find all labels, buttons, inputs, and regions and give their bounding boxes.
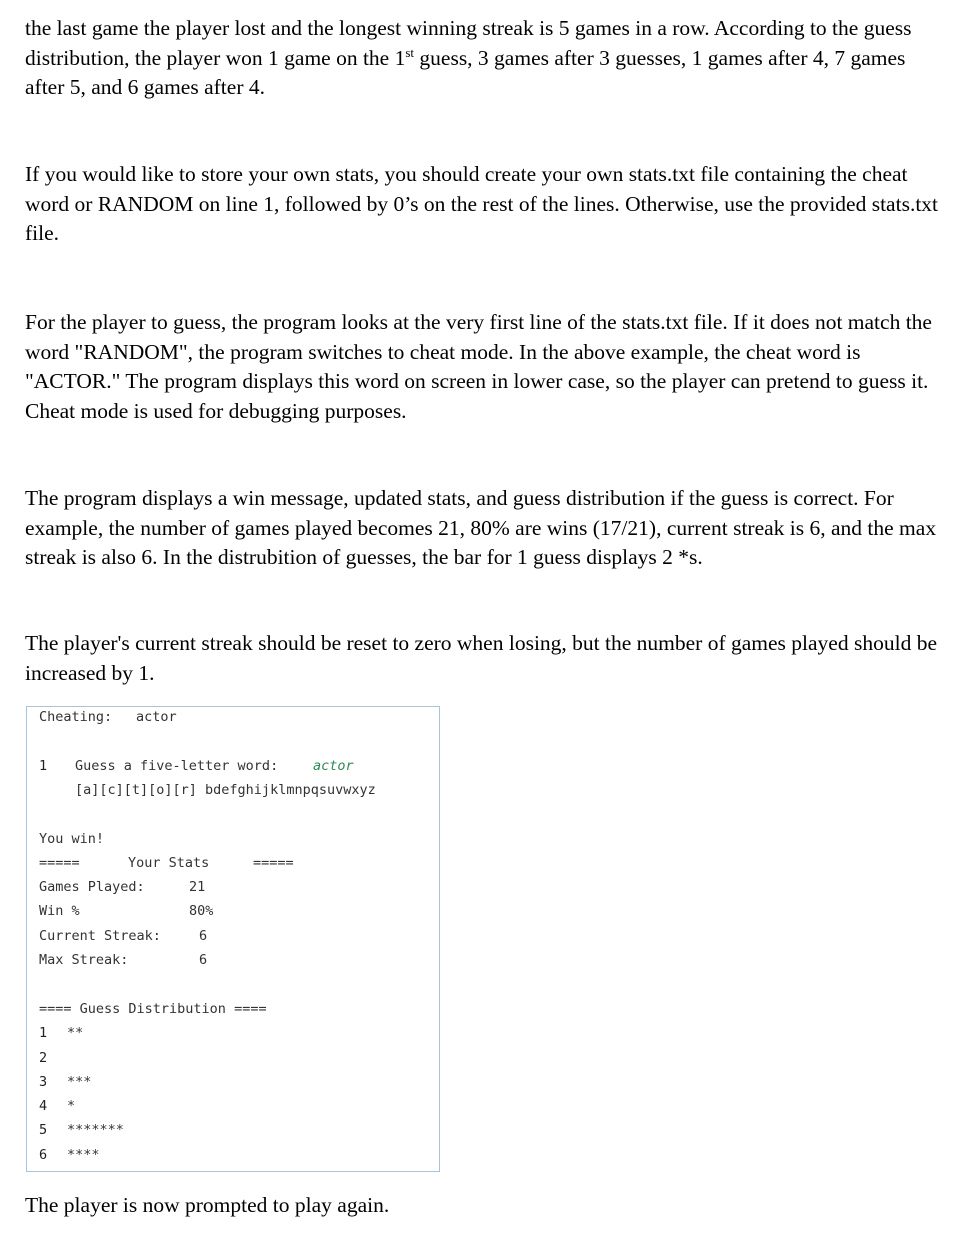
distribution-header: ==== Guess Distribution ==== <box>39 1001 267 1017</box>
paragraph-stats-explanation <box>25 14 940 103</box>
paragraph-own-stats: If you would like to store your own stats, you should create your own stats.txt file containing the cheat word or RANDOM on line 1, followed by 0’s on the rest of the lines. Otherwise, use the provided stats.txt file. <box>25 162 939 245</box>
distribution-bar: ** <box>67 1025 84 1041</box>
cheat-word: actor <box>136 709 177 725</box>
stat-label: Games Played: <box>39 879 145 895</box>
letter-feedback: [a][c][t][o][r] bdefghijklmnpqsuvwxyz <box>75 782 376 798</box>
distribution-bar: **** <box>67 1147 100 1163</box>
distribution-guess: 2 <box>39 1050 48 1066</box>
paragraph-losing: The player's current streak should be reset to zero when losing, but the number of games played should be increased by 1. <box>25 631 937 685</box>
guess-input: actor <box>313 758 354 774</box>
stat-label: Current Streak: <box>39 928 161 944</box>
stat-label: Max Streak: <box>39 952 129 968</box>
stat-value: 6 <box>199 952 208 968</box>
distribution-bar: *** <box>67 1074 92 1090</box>
distribution-bar: ******* <box>67 1122 124 1138</box>
stats-title: Your Stats <box>128 855 210 871</box>
distribution-guess: 1 <box>39 1025 48 1041</box>
distribution-guess: 5 <box>39 1122 48 1138</box>
distribution-guess: 3 <box>39 1074 48 1090</box>
paragraph-cheat-mode: For the player to guess, the program looks at the very first line of the stats.txt file. If it does not match the word "RANDOM", the program switches to cheat mode. In the above example, the cheat word is "ACTOR." The program displays this word on screen in lower case, so the player can pretend to guess it. Cheat mode is used for debugging purposes. <box>25 310 932 423</box>
p1-text-a: the last game the player lost and the longest winning streak is 5 games in a row. According to the guess distribution, the player won 1 game on the 1 <box>25 16 912 70</box>
guess-prompt: Guess a five-letter word: <box>75 758 279 774</box>
stat-value: 80% <box>189 903 214 919</box>
cheating-label: Cheating: <box>39 709 113 725</box>
stats-left-rule: ===== <box>39 855 80 871</box>
stat-value: 21 <box>189 879 206 895</box>
distribution-guess: 6 <box>39 1147 48 1163</box>
p1-superscript: st <box>405 44 415 60</box>
stat-value: 6 <box>199 928 208 944</box>
distribution-bar: * <box>67 1098 76 1114</box>
distribution-guess: 4 <box>39 1098 48 1114</box>
paragraph-win-message: The program displays a win message, updated stats, and guess distribution if the guess is correct. For example, the number of games played becomes 21, 80% are wins (17/21), current streak is 6, and the max streak is also 6. In the distrubition of guesses, the bar for 1 guess displays 2 *s. <box>25 486 937 569</box>
p1-text-b: guess, 3 games after 3 guesses, 1 games after 4, 7 games after 5, and 6 games after 4. <box>25 45 906 99</box>
stat-label: Win % <box>39 903 80 919</box>
win-message: You win! <box>39 831 105 847</box>
guess-number: 1 <box>39 758 48 774</box>
console-output <box>26 706 440 1172</box>
paragraph-play-again: The player is now prompted to play again. <box>25 1193 390 1217</box>
stats-right-rule: ===== <box>253 855 294 871</box>
